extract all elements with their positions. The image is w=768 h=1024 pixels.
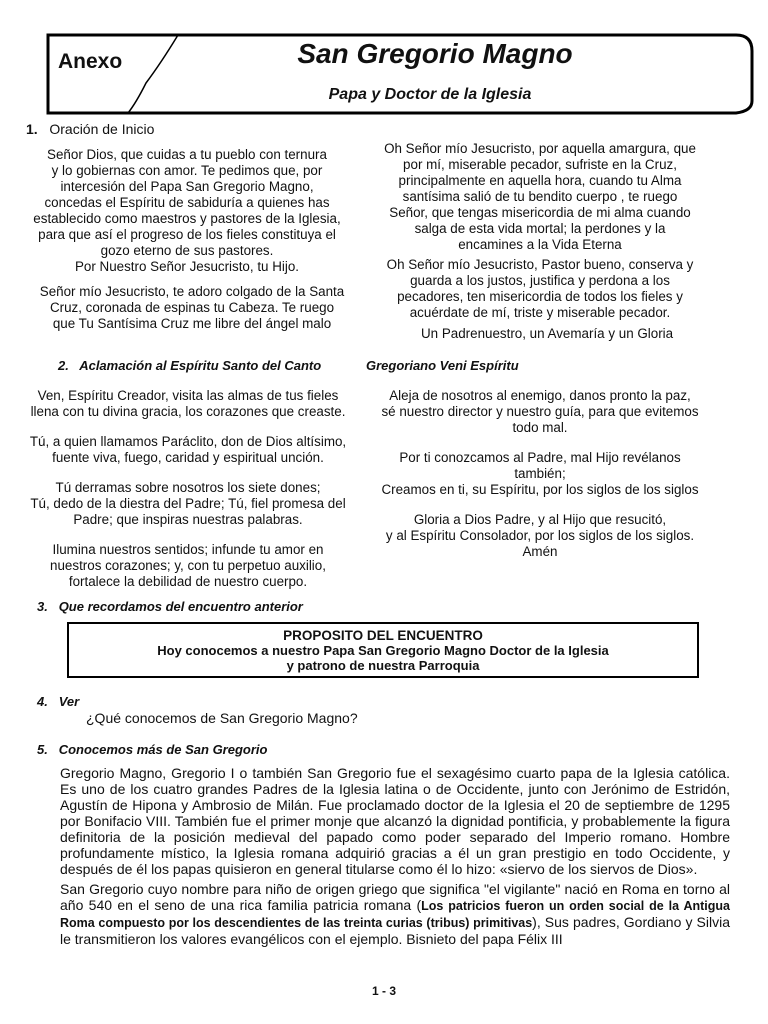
patricios-note: Los patricios fueron un orden social de la Antigua Roma compuesto por los descendientes de las treinta curias (tribus) primitivas: [60, 899, 730, 930]
prayer-left-2: [22, 284, 362, 332]
prayer-line: Cruz, coronada de espinas tu Cabeza. Te ruego: [49, 300, 335, 315]
hymn-line: Padre; que inspiras nuestras palabras.: [73, 512, 303, 527]
prayer-line: Oh Señor mío Jesucristo, Pastor bueno, conserva y: [386, 257, 694, 272]
paragraph-text: ), Sus padres, Gordiano y Silvia le transmitieron los valores evangélicos con el ejemplo. Bisnieto del papa Félix III: [60, 914, 730, 947]
section-1-number: 1.: [26, 121, 38, 137]
hymn-line: y al Espíritu Consolador, por los siglos de los siglos.: [385, 528, 695, 543]
prayer-line: santísima salió de tu bendito cuerpo , te ruego: [402, 189, 678, 204]
hymn-line: Ilumina nuestros sentidos; infunde tu amor en: [52, 542, 324, 557]
prayer-line: Oh Señor mío Jesucristo, por aquella amargura, que: [384, 141, 696, 156]
section-5-title: Conocemos más de San Gregorio: [58, 742, 268, 757]
hymn-line: Tú derramas sobre nosotros los siete dones;: [55, 480, 321, 495]
prayer-line: y lo gobiernas con amor. Te pedimos que, por: [51, 163, 323, 178]
hymn-line: Amén: [522, 544, 558, 559]
section-4-question: ¿Qué conocemos de San Gregorio Magno?: [86, 710, 358, 726]
hymn-line: Por ti conozcamos al Padre, mal Hijo revélanos: [399, 450, 681, 465]
page-title: San Gregorio Magno: [297, 38, 573, 69]
page-number: 1 - 3: [371, 984, 396, 998]
prayer-line: intercesión del Papa San Gregorio Magno,: [60, 179, 314, 194]
prayer-line: acuérdate de mí, triste y miserable pecador.: [409, 305, 671, 320]
section-5-number: 5.: [37, 742, 48, 757]
prayer-line: salga de esta vida mortal; la perdones y la: [414, 221, 666, 236]
purpose-line-2: y patrono de nuestra Parroquia: [286, 658, 480, 673]
hymn-line: fuente viva, fuego, caridad y espiritual unción.: [52, 450, 324, 465]
prayer-line: establecido como maestros y pastores de la Iglesia,: [33, 211, 341, 226]
prayer-line: guarda a los justos, justifica y perdona a los: [410, 273, 670, 288]
section-4-heading: [37, 694, 79, 709]
prayer-line: para que así el progreso de los fieles constituya el: [38, 227, 336, 242]
prayer-line: gozo eterno de sus pastores.: [100, 243, 274, 258]
purpose-line-1: Hoy conocemos a nuestro Papa San Gregorio Magno Doctor de la Iglesia: [157, 643, 609, 658]
section-4-number: 4.: [37, 694, 48, 709]
hymn-line: fortalece la debilidad de nuestro cuerpo.: [68, 574, 308, 589]
hymn-right: [372, 388, 708, 560]
prayer-line: por mí, miserable pecador, sufriste en la Cruz,: [403, 157, 677, 172]
anexo-label: Anexo: [58, 50, 123, 73]
prayer-line: Señor Dios, que cuidas a tu pueblo con ternura: [47, 147, 327, 162]
prayer-left-1: [22, 147, 352, 275]
page-subtitle: Papa y Doctor de la Iglesia: [328, 86, 532, 103]
section-2-heading-left: [58, 358, 321, 373]
section-1-heading: [26, 121, 154, 137]
purpose-heading: PROPOSITO DEL ENCUENTRO: [283, 628, 483, 643]
hymn-line: Ven, Espíritu Creador, visita las almas de tus fieles: [37, 388, 339, 403]
section-2-heading-right: Gregoriano Veni Espíritu: [366, 358, 519, 373]
paragraph-text: San Gregorio cuyo nombre para niño de origen griego que significa "el vigilante" nació en Roma en torno al año 540 en el seno de una rica familia patricia romana (: [60, 881, 730, 913]
prayer-line: que Tu Santísima Cruz me libre del ángel malo: [52, 316, 332, 331]
prayer-line: principalmente en aquella hora, cuando tu Alma: [398, 173, 682, 188]
hymn-line: todo mal.: [512, 420, 568, 435]
prayer-line: pecadores, ten misericordia de todos los fieles y: [397, 289, 683, 304]
section-2-title-left: Aclamación al Espíritu Santo del Canto: [79, 358, 322, 373]
hymn-line: llena con tu divina gracia, los corazones que creaste.: [30, 404, 346, 419]
hymn-line: Tú, dedo de la diestra del Padre; Tú, fiel promesa del: [30, 496, 346, 511]
purpose-box: [67, 622, 699, 678]
section-3-title: Que recordamos del encuentro anterior: [58, 599, 303, 614]
prayer-closing: Un Padrenuestro, un Avemaría y un Gloria: [421, 326, 674, 341]
biography-paragraph-2: [60, 881, 730, 947]
prayer-right-2: [370, 257, 710, 321]
prayer-line: encamines a la Vida Eterna: [458, 237, 622, 252]
prayer-right-1: [370, 141, 710, 253]
section-3-number: 3.: [37, 599, 48, 614]
biography-paragraph-1: Gregorio Magno, Gregorio I o también San Gregorio fue el sexagésimo cuarto papa de la Iglesia católica. Es uno de los cuatro grandes Padres de la Iglesia latina o de Occidente, junto con Jerónimo de Estridón, Agustín de Hipona y Ambrosio de Milán. Fue proclamado doctor de la Iglesia el 20 de septiembre de 1295 por Bonifacio VIII. También fue el primer monje que alcanzó la dignidad pontificia, y probablemente la figura definitoria de la posición medieval del papado como poder separado del Imperio romano. Hombre profundamente místico, la Iglesia romana adquirió gracias a él un gran prestigio en todo Occidente, y después de él los papas quisieron en general titularse como él lo hizo: «siervo de los siervos de Dios».: [60, 765, 730, 877]
prayer-line: concedas el Espíritu de sabiduría a quienes has: [44, 195, 330, 210]
hymn-line: Aleja de nosotros al enemigo, danos pronto la paz,: [389, 388, 691, 403]
section-2-number: 2.: [58, 358, 69, 373]
hymn-line: Tú, a quien llamamos Paráclito, don de Dios altísimo,: [29, 434, 347, 449]
hymn-line: Creamos en ti, su Espíritu, por los siglos de los siglos: [381, 482, 699, 497]
prayer-line: Señor, que tengas misericordia de mi alma cuando: [389, 205, 691, 220]
section-4-title: Ver: [58, 694, 80, 709]
hymn-line: también;: [514, 466, 566, 481]
section-3-heading: [37, 599, 303, 614]
hymn-line: nuestros corazones; y, con tu perpetuo auxilio,: [50, 558, 326, 573]
hymn-left: [20, 388, 356, 590]
prayer-line: Señor mío Jesucristo, te adoro colgado de la Santa: [39, 284, 345, 299]
hymn-line: Gloria a Dios Padre, y al Hijo que resucitó,: [413, 512, 667, 527]
hymn-line: sé nuestro director y nuestro guía, para que evitemos: [381, 404, 699, 419]
prayer-line: Por Nuestro Señor Jesucristo, tu Hijo.: [74, 259, 299, 274]
section-1-title: Oración de Inicio: [49, 121, 155, 137]
section-5-heading: [37, 742, 267, 757]
